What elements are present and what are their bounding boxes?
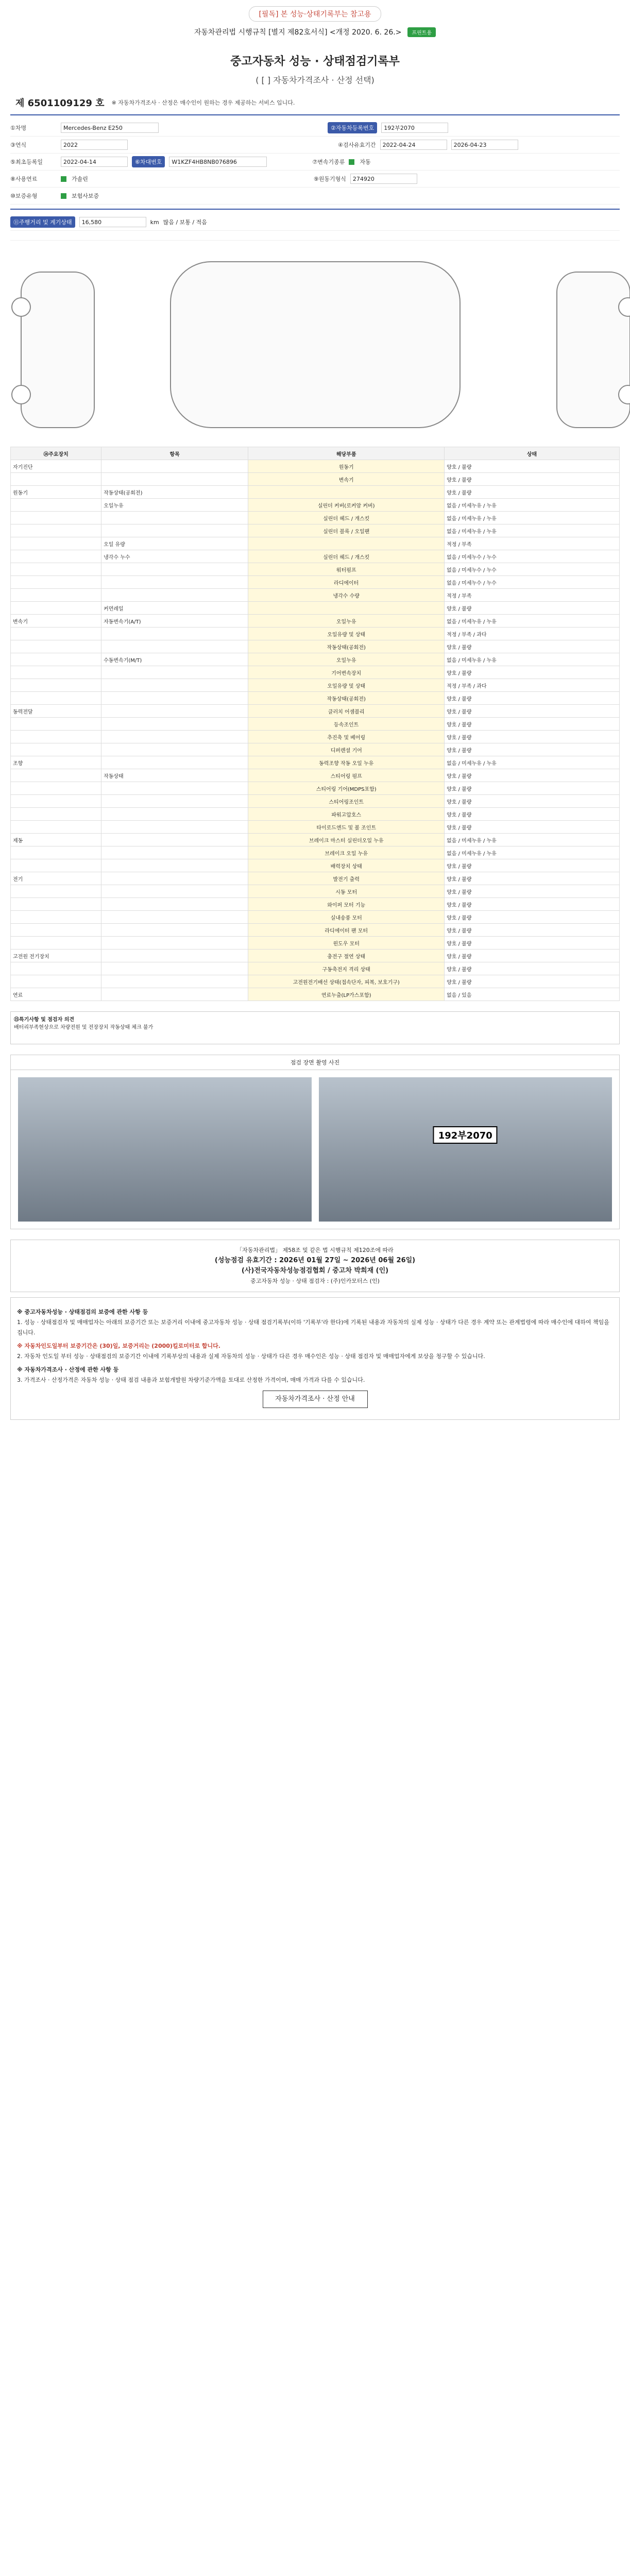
cell-mid — [101, 808, 248, 821]
cell-main: 제동 — [11, 834, 101, 846]
cell-mid — [101, 950, 248, 962]
cell-main — [11, 563, 101, 576]
cell-main — [11, 550, 101, 563]
header-mid: 항목 — [101, 447, 248, 460]
table-row — [11, 988, 620, 1001]
cell-mid: 수동변속기(M/T) — [101, 653, 248, 666]
cell-item: 실린더 블록 / 오일팬 — [248, 524, 445, 537]
cell-main — [11, 743, 101, 756]
sign-line-2: (성능점검 유효기간 : 2026년 01월 27일 ~ 2026년 06월 26일) — [214, 1257, 416, 1264]
cell-item: 변속기 — [248, 473, 445, 486]
cell-item: 스티어링 펌프 — [248, 769, 445, 782]
cell-mid — [101, 460, 248, 473]
cell-item: 원동기 — [248, 460, 445, 473]
special-notes-title: ⑮특기사항 및 점검자 의견 — [14, 1017, 75, 1023]
cell-state[interactable]: 양호 / 불량 — [445, 460, 620, 473]
cell-mid — [101, 589, 248, 602]
cell-mid: 작동상태(공회전) — [101, 486, 248, 499]
doc-number: 제 6501109129 호 — [15, 98, 105, 109]
table-row — [11, 962, 620, 975]
cell-state[interactable]: 적정 / 부족 / 과다 — [445, 628, 620, 640]
name-field[interactable]: Mercedes-Benz E250 — [61, 123, 159, 133]
row-warranty — [10, 188, 620, 205]
cell-state[interactable]: 없음 / 미세누수 / 누수 — [445, 563, 620, 576]
cell-mid: 냉각수 누수 — [101, 550, 248, 563]
table-row — [11, 486, 620, 499]
cell-main — [11, 628, 101, 640]
table-row — [11, 460, 620, 473]
price-guide-button[interactable]: 자동차가격조사 · 산정 안내 — [263, 1391, 368, 1408]
cell-item: 배력장치 상태 — [248, 859, 445, 872]
cell-item: 브레이크 오일 누유 — [248, 846, 445, 859]
banner-pill: [필독] 본 성능·상태기록부는 참고용 — [249, 6, 381, 22]
cell-main — [11, 473, 101, 486]
mileage-section — [10, 209, 620, 235]
cell-item: 라디에이터 — [248, 576, 445, 589]
cell-state[interactable]: 양호 / 불량 — [445, 602, 620, 615]
header-main: ⑭주요장치 — [11, 447, 101, 460]
warranty-value: 보험사보증 — [72, 193, 99, 199]
cell-item: 라디에이터 팬 모터 — [248, 924, 445, 937]
cell-state[interactable]: 없음 / 미세누수 / 누수 — [445, 550, 620, 563]
first-reg-label: ⑤최초등록일 — [10, 159, 43, 165]
cell-state[interactable]: 양호 / 불량 — [445, 885, 620, 898]
cell-state[interactable]: 없음 / 미세누유 / 누유 — [445, 499, 620, 512]
notes-heading-3: ※ 자동차가격조사 · 산정에 관한 사항 등 — [17, 1366, 119, 1373]
cell-mid — [101, 628, 248, 640]
table-row — [11, 615, 620, 628]
cell-main — [11, 512, 101, 524]
car-left-view — [21, 272, 95, 428]
cell-item: 오일유량 및 상태 — [248, 628, 445, 640]
sign-line-1: 「자동차관리법」 제58조 및 같은 법 시행규칙 제120조에 따라 — [236, 1247, 394, 1253]
cell-main — [11, 782, 101, 795]
cell-state[interactable]: 양호 / 불량 — [445, 872, 620, 885]
cell-item: 냉각수 수량 — [248, 589, 445, 602]
row-name — [10, 120, 620, 137]
cell-mid — [101, 731, 248, 743]
cell-main — [11, 679, 101, 692]
cell-main: 자기진단 — [11, 460, 101, 473]
cell-mid — [101, 666, 248, 679]
table-row — [11, 731, 620, 743]
cell-main — [11, 859, 101, 872]
cell-main — [11, 640, 101, 653]
table-row — [11, 975, 620, 988]
cell-mid — [101, 872, 248, 885]
cell-item: 오일누유 — [248, 615, 445, 628]
cell-item: 시동 모터 — [248, 885, 445, 898]
cell-state[interactable]: 양호 / 불량 — [445, 769, 620, 782]
cell-main — [11, 653, 101, 666]
vin-label: ⑥차대번호 — [132, 156, 165, 167]
cell-item: 등속조인트 — [248, 718, 445, 731]
cell-mid: 자동변속기(A/T) — [101, 615, 248, 628]
cell-state[interactable]: 양호 / 불량 — [445, 937, 620, 950]
cell-mid — [101, 821, 248, 834]
cell-main — [11, 846, 101, 859]
cell-mid — [101, 962, 248, 975]
cell-main — [11, 937, 101, 950]
cell-mid — [101, 756, 248, 769]
cell-item: 작동상태(공회전) — [248, 692, 445, 705]
cell-main — [11, 769, 101, 782]
cell-item — [248, 602, 445, 615]
cell-item: 오일유량 및 상태 — [248, 679, 445, 692]
cell-item: 실린더 헤드 / 개스킷 — [248, 550, 445, 563]
cell-mid: 작동상태 — [101, 769, 248, 782]
engine-field[interactable]: 274920 — [350, 174, 417, 184]
table-row — [11, 911, 620, 924]
cell-main — [11, 666, 101, 679]
doc-number-note: ※ 자동차가격조사 · 산정은 매수인이 원하는 경우 제공하는 서비스 입니다. — [111, 99, 295, 106]
table-row — [11, 885, 620, 898]
table-row — [11, 499, 620, 512]
table-row — [11, 563, 620, 576]
cell-main — [11, 537, 101, 550]
warranty-check[interactable] — [61, 193, 66, 199]
notice-text: 자동차관리법 시행규칙 [별지 제82호서식] <개정 2020. 6. 26.> — [194, 28, 402, 37]
table-row — [11, 743, 620, 756]
cell-state[interactable]: 양호 / 불량 — [445, 705, 620, 718]
cell-state[interactable]: 양호 / 불량 — [445, 962, 620, 975]
cell-state[interactable]: 없음 / 미세누유 / 누유 — [445, 512, 620, 524]
signature-block — [10, 1240, 620, 1292]
cell-item — [248, 537, 445, 550]
notes-para-2: 2. 자동차 인도일 부터 성능 · 상태점검의 보증기간 이내에 기록부상의 내용과 실제 자동차의 성능 · 상태가 다른 경우 매수인은 성능 · 상태 점검자 및 매매업자에게 보상을 청구할 수 있습니다. — [17, 1353, 485, 1360]
cell-main — [11, 821, 101, 834]
cell-item: 추진축 및 베어링 — [248, 731, 445, 743]
cell-state[interactable]: 없음 / 미세누유 / 누유 — [445, 653, 620, 666]
photo-section — [10, 1055, 620, 1229]
table-row — [11, 628, 620, 640]
cell-mid: 오일 유량 — [101, 537, 248, 550]
notes-para-3: 3. 가격조사 · 산정가격은 자동차 성능 · 상태 점검 내용과 보험개발원 차량기준가액을 토대로 산정한 가격이며, 매매 가격과 다를 수 있습니다. — [17, 1377, 365, 1383]
table-row — [11, 705, 620, 718]
table-row — [11, 589, 620, 602]
cell-mid — [101, 975, 248, 988]
cell-state[interactable]: 양호 / 불량 — [445, 911, 620, 924]
cell-state[interactable]: 없음 / 미세누유 / 누유 — [445, 615, 620, 628]
photo-row — [11, 1070, 619, 1229]
inspection-body — [11, 460, 620, 1001]
notes-para-1: 1. 성능 · 상태점검자 및 매매업자는 아래의 보증기간 또는 보증거리 이내에 중고자동차 성능 · 상태 점검기록부(이하 '기록부'라 한다)에 기록된 내용과 자동차의 실제 성능 · 상태가 다른 경우 계약 또는 관계법령에 따라 매수인에 대하여 책임을 집니다. — [17, 1319, 609, 1336]
table-row — [11, 550, 620, 563]
cell-item: 타이로드엔드 및 볼 조인트 — [248, 821, 445, 834]
cell-main: 원동기 — [11, 486, 101, 499]
notice-bar — [0, 27, 630, 37]
cell-state[interactable]: 양호 / 불량 — [445, 486, 620, 499]
cell-mid — [101, 898, 248, 911]
row-fuel — [10, 171, 620, 188]
doc-number-row — [15, 96, 630, 109]
cell-mid — [101, 512, 248, 524]
cell-item: 오일누유 — [248, 653, 445, 666]
banner — [0, 0, 630, 22]
cell-state[interactable]: 없음 / 미세누수 / 누수 — [445, 576, 620, 589]
table-row — [11, 872, 620, 885]
cell-state[interactable]: 양호 / 불량 — [445, 731, 620, 743]
header-state: 상태 — [445, 447, 620, 460]
trans-value: 자동 — [360, 159, 371, 165]
year-label: ③연식 — [10, 142, 27, 148]
cell-item: 실린더 커버(로커암 커버) — [248, 499, 445, 512]
table-row — [11, 718, 620, 731]
photo-rear — [18, 1077, 312, 1222]
cell-main — [11, 602, 101, 615]
cell-mid — [101, 885, 248, 898]
cell-main: 전기 — [11, 872, 101, 885]
cell-state[interactable]: 양호 / 불량 — [445, 924, 620, 937]
inspection-header-row — [11, 447, 620, 460]
cell-state[interactable]: 적정 / 부족 — [445, 589, 620, 602]
car-top-view — [170, 261, 461, 428]
table-row — [11, 576, 620, 589]
cell-main — [11, 962, 101, 975]
cell-mid — [101, 846, 248, 859]
cell-mid — [101, 692, 248, 705]
engine-label: ⑨원동기형식 — [313, 176, 346, 182]
cell-mid — [101, 576, 248, 589]
cell-state[interactable]: 없음 / 있음 — [445, 988, 620, 1001]
table-row — [11, 821, 620, 834]
table-row — [11, 808, 620, 821]
cell-main — [11, 911, 101, 924]
warranty-label: ⑩보증유형 — [10, 193, 38, 199]
cell-main — [11, 499, 101, 512]
cell-state[interactable]: 양호 / 불량 — [445, 666, 620, 679]
license-plate: 192부2070 — [433, 1126, 498, 1144]
cell-main: 변속기 — [11, 615, 101, 628]
cell-state[interactable]: 양호 / 불량 — [445, 795, 620, 808]
cell-main — [11, 795, 101, 808]
table-row — [11, 640, 620, 653]
cell-item: 디퍼렌셜 기어 — [248, 743, 445, 756]
cell-mid — [101, 782, 248, 795]
sign-line-4: 중고자동차 성능 · 상태 점검자 : (주)인카모터스 (인) — [250, 1278, 380, 1284]
cell-mid — [101, 834, 248, 846]
cell-state[interactable]: 양호 / 불량 — [445, 950, 620, 962]
cell-state[interactable]: 양호 / 불량 — [445, 743, 620, 756]
notes-section — [10, 1297, 620, 1420]
cell-item: 스티어링 기어(MDPS포함) — [248, 782, 445, 795]
mileage-label: ⑪주행거리 및 계기상태 — [10, 216, 75, 228]
cell-main — [11, 692, 101, 705]
fuel-label: ⑧사용연료 — [10, 176, 38, 182]
cell-state[interactable]: 양호 / 불량 — [445, 692, 620, 705]
cell-item: 발전기 출력 — [248, 872, 445, 885]
cell-main: 고전원 전기장치 — [11, 950, 101, 962]
cell-mid: 오일누유 — [101, 499, 248, 512]
table-row — [11, 756, 620, 769]
cell-state[interactable]: 양호 / 불량 — [445, 640, 620, 653]
cell-state[interactable]: 없음 / 미세누유 / 누유 — [445, 834, 620, 846]
cell-item: 기어변속장치 — [248, 666, 445, 679]
cell-item: 실내송풍 모터 — [248, 911, 445, 924]
cell-mid — [101, 988, 248, 1001]
table-row — [11, 653, 620, 666]
table-row — [11, 859, 620, 872]
cell-mid — [101, 718, 248, 731]
cell-item: 실린더 헤드 / 개스킷 — [248, 512, 445, 524]
wheel-icon — [11, 385, 31, 404]
cell-state[interactable]: 양호 / 불량 — [445, 808, 620, 821]
cell-mid — [101, 563, 248, 576]
cell-main — [11, 975, 101, 988]
cell-item: 윈도우 모터 — [248, 937, 445, 950]
cell-main — [11, 718, 101, 731]
cell-main: 동력전달 — [11, 705, 101, 718]
vehicle-info-section — [10, 114, 620, 209]
cell-main — [11, 589, 101, 602]
table-row — [11, 924, 620, 937]
notes-heading-2: ※ 자동차인도일부터 보증기간은 (30)일, 보증거리는 (2000)킬로미터로 합니다. — [17, 1343, 220, 1349]
vin-field[interactable]: W1KZF4HB8NB076896 — [169, 157, 267, 167]
table-row — [11, 473, 620, 486]
table-row — [11, 937, 620, 950]
car-right-view — [556, 272, 630, 428]
cell-state[interactable]: 양호 / 불량 — [445, 718, 620, 731]
cell-item — [248, 486, 445, 499]
period-from[interactable]: 2022-04-24 — [380, 140, 447, 150]
mileage-state: 많음 / 보통 / 적음 — [163, 219, 207, 226]
cell-item: 작동상태(공회전) — [248, 640, 445, 653]
cell-state[interactable]: 양호 / 불량 — [445, 473, 620, 486]
first-reg-field[interactable]: 2022-04-14 — [61, 157, 128, 167]
cell-item: 클러치 어셈블리 — [248, 705, 445, 718]
wheel-icon — [11, 297, 31, 317]
cell-state[interactable]: 없음 / 미세누유 / 누유 — [445, 756, 620, 769]
name-label: ①차명 — [10, 125, 27, 131]
photo-front — [319, 1077, 612, 1222]
cell-mid: 커먼레일 — [101, 602, 248, 615]
reg-field[interactable]: 192부2070 — [381, 123, 448, 133]
document-title: 중고자동차 성능 · 상태점검기록부 — [230, 55, 400, 68]
cell-item: 와이퍼 모터 기능 — [248, 898, 445, 911]
cell-main — [11, 885, 101, 898]
notes-heading-1: ※ 중고자동차성능 · 상태점검의 보증에 관한 사항 등 — [17, 1309, 148, 1315]
row-first-reg — [10, 154, 620, 171]
period-to[interactable]: 2026-04-23 — [451, 140, 518, 150]
cell-state[interactable]: 없음 / 미세누유 / 누유 — [445, 846, 620, 859]
cell-mid — [101, 743, 248, 756]
table-row — [11, 602, 620, 615]
cell-item: 파워고압호스 — [248, 808, 445, 821]
table-row — [11, 537, 620, 550]
table-row — [11, 679, 620, 692]
table-row — [11, 782, 620, 795]
cell-mid — [101, 705, 248, 718]
cell-mid — [101, 924, 248, 937]
cell-main — [11, 808, 101, 821]
cell-main — [11, 576, 101, 589]
table-row — [11, 846, 620, 859]
cell-mid — [101, 524, 248, 537]
cell-main: 연료 — [11, 988, 101, 1001]
cell-mid — [101, 937, 248, 950]
car-diagram — [10, 240, 620, 436]
cell-item: 동력조향 작동 오일 누유 — [248, 756, 445, 769]
sign-line-3: (사)전국자동차성능점검협회 / 중고차 박희재 (인) — [241, 1267, 389, 1275]
cell-item: 브레이크 마스터 실린더오일 누유 — [248, 834, 445, 846]
cell-mid — [101, 640, 248, 653]
period-label: ④검사유효기간 — [338, 142, 376, 148]
cell-main — [11, 924, 101, 937]
cell-mid — [101, 795, 248, 808]
row-mileage — [10, 214, 620, 231]
cell-main — [11, 524, 101, 537]
cell-main: 조향 — [11, 756, 101, 769]
cell-mid — [101, 679, 248, 692]
cell-mid — [101, 859, 248, 872]
cell-mid — [101, 911, 248, 924]
cell-item: 충전구 절연 상태 — [248, 950, 445, 962]
cell-state[interactable]: 양호 / 불량 — [445, 782, 620, 795]
row-year — [10, 137, 620, 154]
table-row — [11, 692, 620, 705]
cell-item: 워터펌프 — [248, 563, 445, 576]
year-field[interactable]: 2022 — [61, 140, 128, 150]
inspection-table — [10, 447, 620, 1001]
fuel-value: 가솔린 — [72, 176, 88, 182]
table-row — [11, 834, 620, 846]
special-notes — [10, 1011, 620, 1044]
cell-item: 연료누출(LP가스포함) — [248, 988, 445, 1001]
cell-state[interactable]: 양호 / 불량 — [445, 821, 620, 834]
cell-state[interactable]: 적정 / 부족 / 과다 — [445, 679, 620, 692]
cell-state[interactable]: 양호 / 불량 — [445, 859, 620, 872]
trans-check[interactable] — [349, 159, 354, 165]
cell-mid — [101, 473, 248, 486]
table-row — [11, 524, 620, 537]
mileage-field[interactable]: 16,580 — [79, 217, 146, 227]
cell-item: 구동축전지 격리 상태 — [248, 962, 445, 975]
header-item: 해당부품 — [248, 447, 445, 460]
table-row — [11, 950, 620, 962]
document-subtitle: ( [ ] 자동차가격조사 · 산정 선택) — [256, 75, 374, 85]
cell-state[interactable]: 없음 / 미세누유 / 누유 — [445, 524, 620, 537]
special-notes-text: 배터리부족현상으로 차량전원 및 전장장치 작동상태 체크 불가 — [14, 1025, 154, 1030]
table-row — [11, 769, 620, 782]
table-row — [11, 666, 620, 679]
table-row — [11, 795, 620, 808]
cell-item: 스티어링조인트 — [248, 795, 445, 808]
mileage-unit: km — [150, 218, 159, 226]
photo-section-title: 점검 장면 촬영 사진 — [11, 1055, 619, 1070]
reg-label: ②자동차등록번호 — [328, 122, 377, 133]
cell-state[interactable]: 양호 / 불량 — [445, 975, 620, 988]
print-badge[interactable]: 프린트용 — [407, 27, 436, 37]
table-row — [11, 898, 620, 911]
cell-main — [11, 731, 101, 743]
cell-state[interactable]: 적정 / 부족 — [445, 537, 620, 550]
table-row — [11, 512, 620, 524]
cell-state[interactable]: 양호 / 불량 — [445, 898, 620, 911]
cell-main — [11, 898, 101, 911]
fuel-check[interactable] — [61, 176, 66, 182]
cell-item: 고전원전기배선 상태(접속단자, 피복, 보호기구) — [248, 975, 445, 988]
trans-label: ⑦변속기종류 — [312, 159, 345, 165]
